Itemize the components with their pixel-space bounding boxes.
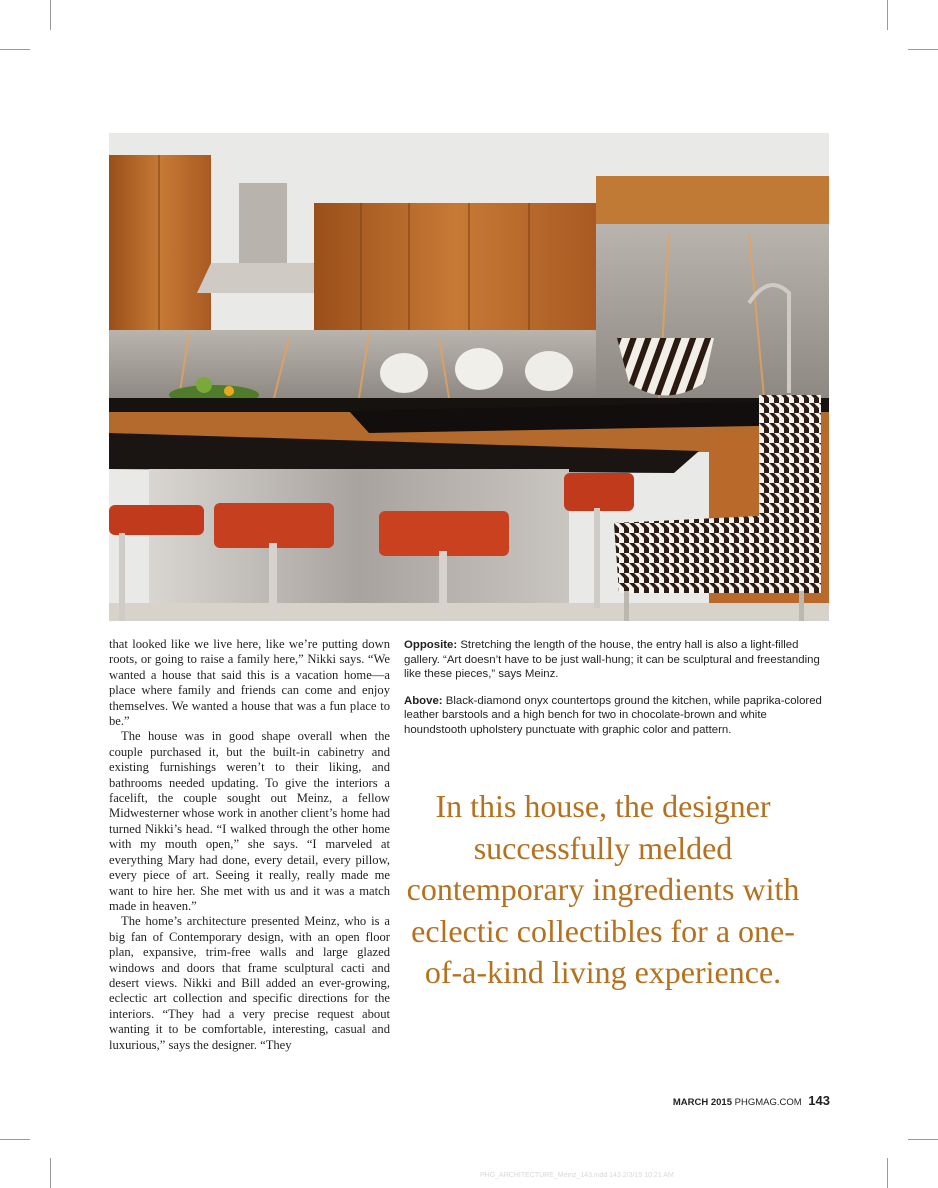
body-paragraph: The home’s architecture presented Meinz, who is a big fan of Contemporary design, with an open floor plan, expansive, trim-free walls and large glazed windows and doors that frame sculptural cacti and desert views. Nikki and Bill added an ever-growing, eclectic art collection and specific directions for the interiors. “They had a very precise request about wanting it to be comfortable, interesting, casual and luxurious,” says the designer. “They: [109, 914, 390, 1052]
page-number: 143: [808, 1093, 830, 1108]
crop-mark: [0, 49, 30, 50]
folio-site: PHGMAG.COM: [734, 1097, 802, 1108]
caption-lead: Opposite:: [404, 639, 458, 651]
print-slug: PHG_ARCHITECTURE_Meinz_143.indd 143 2/3/15 10:21 AM: [480, 1172, 674, 1179]
crop-mark: [50, 0, 51, 30]
crop-mark: [50, 1158, 51, 1188]
article-body: [109, 637, 390, 1053]
crop-mark: [0, 1139, 30, 1140]
crop-mark: [887, 1158, 888, 1188]
pull-quote: In this house, the designer successfully melded contemporary ingredients with eclectic collectibles for a one-of-a-kind living experience.: [406, 788, 800, 990]
caption-text: Black-diamond onyx countertops ground the kitchen, while paprika-colored leather barstools and a high bench for two in chocolate-brown and white houndstooth upholstery punctuate with graphic color and pattern.: [404, 694, 822, 736]
body-paragraph: that looked like we live here, like we’re putting down roots, or going to raise a family here,” Nikki says. “We wanted a house that said this is a vacation home—a place where family and friends can come and enjoy themselves. We wanted a house that was a fun place to be.”: [109, 637, 390, 729]
body-paragraph: The house was in good shape overall when the couple purchased it, but the built-in cabinetry and existing furnishings weren’t to their liking, and bathrooms needed updating. To give the interiors a facelift, the couple sought out Meinz, a fellow Midwesterner whose work in another client’s home had turned Nikki’s head. “I walked through the other home with my mouth open,” she says. “I marveled at everything Mary had done, every detail, every pillow, every piece of art. Seeing it really, really made me want to hire her. She met with us and it was a match made in heaven.”: [109, 729, 390, 913]
crop-mark: [887, 0, 888, 30]
kitchen-photo: [109, 133, 829, 621]
caption-opposite: [404, 638, 830, 682]
photo-captions: [404, 638, 830, 750]
caption-above: [404, 694, 830, 738]
folio: [640, 1093, 830, 1108]
crop-mark: [908, 1139, 938, 1140]
crop-mark: [908, 49, 938, 50]
caption-text: Stretching the length of the house, the entry hall is also a light-filled gallery. “Art doesn’t have to be just wall-hung; it can be sculptural and freestanding like these pieces,” says Meinz.: [404, 639, 820, 681]
folio-month: MARCH 2015: [672, 1097, 732, 1108]
caption-lead: Above:: [404, 694, 443, 707]
